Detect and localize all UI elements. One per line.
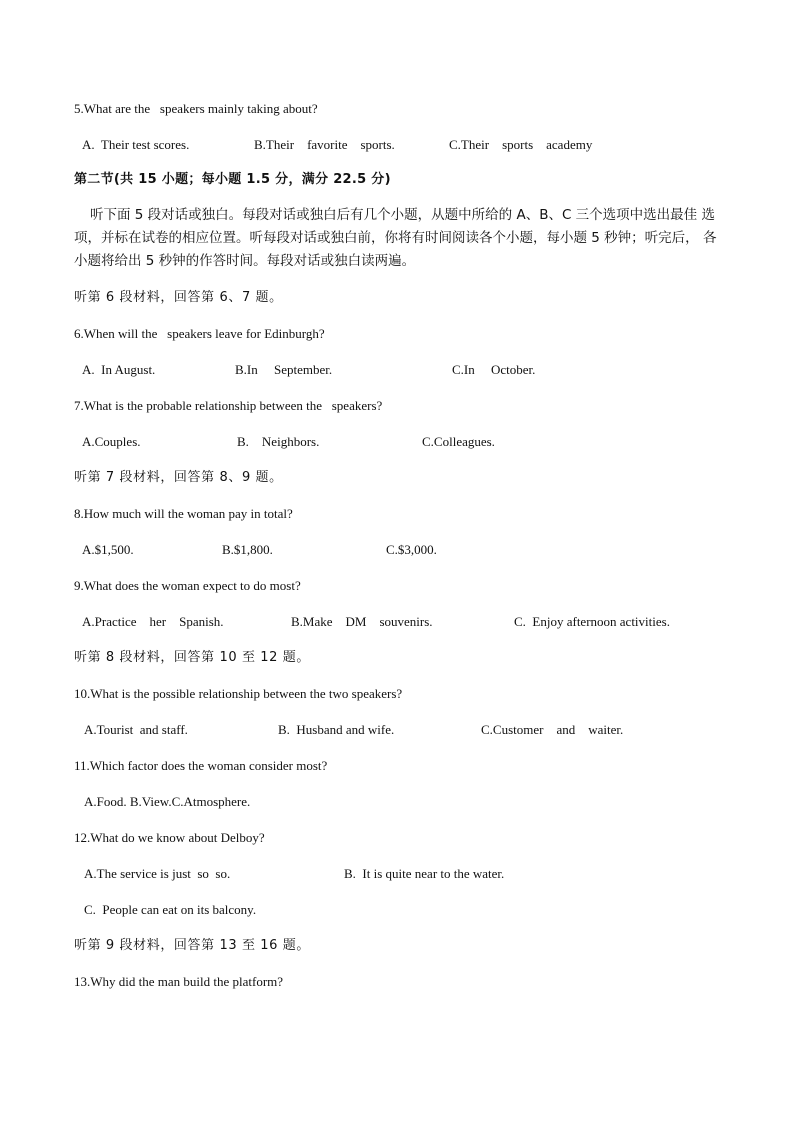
- material-6-label: 听第 6 段材料，回答第 6、7 题。: [74, 290, 283, 305]
- q6-option-b: B.In September.: [235, 362, 333, 377]
- material-9-label: 听第 9 段材料，回答第 13 至 16 题。: [74, 938, 310, 953]
- q5-option-c: C.Their sports academy: [449, 137, 593, 152]
- q5-option-b: B.Their favorite sports.: [254, 137, 395, 152]
- question-8: 8.How much will the woman pay in total?: [74, 506, 293, 521]
- q11-options: A.Food. B.View.C.Atmosphere.: [84, 794, 251, 809]
- question-7: 7.What is the probable relationship between the speakers?: [74, 398, 383, 413]
- q7-option-c: C.Colleagues.: [422, 434, 495, 449]
- section-heading: 第二节(共 15 小题；每小题 1.5 分，满分 22.5 分): [74, 172, 391, 187]
- q5-option-a: A. Their test scores.: [82, 137, 190, 152]
- question-13: 13.Why did the man build the platform?: [74, 974, 284, 989]
- q12-option-b: B. It is quite near to the water.: [344, 866, 505, 881]
- q8-option-a: A.$1,500.: [82, 542, 134, 557]
- q9-option-a: A.Practice her Spanish.: [82, 614, 224, 629]
- q7-option-a: A.Couples.: [82, 434, 141, 449]
- q9-option-b: B.Make DM souvenirs.: [291, 614, 433, 629]
- q10-option-c: C.Customer and waiter.: [481, 722, 624, 737]
- question-10: 10.What is the possible relationship between the two speakers?: [74, 686, 403, 701]
- q8-option-c: C.$3,000.: [386, 542, 437, 557]
- question-12: 12.What do we know about Delboy?: [74, 830, 265, 845]
- question-11: 11.Which factor does the woman consider most?: [74, 758, 328, 773]
- material-7-label: 听第 7 段材料，回答第 8、9 题。: [74, 470, 283, 485]
- q6-option-a: A. In August.: [82, 362, 156, 377]
- question-9: 9.What does the woman expect to do most?: [74, 578, 301, 593]
- q10-option-a: A.Tourist and staff.: [84, 722, 188, 737]
- q12-option-a: A.The service is just so so.: [84, 866, 231, 881]
- q7-option-b: B. Neighbors.: [237, 434, 320, 449]
- question-6: 6.When will the speakers leave for Edinburgh?: [74, 326, 325, 341]
- question-5: 5.What are the speakers mainly taking about?: [74, 101, 318, 116]
- q10-option-b: B. Husband and wife.: [278, 722, 395, 737]
- q8-option-b: B.$1,800.: [222, 542, 273, 557]
- section-instructions: 听下面 5 段对话或独白。每段对话或独白后有几个小题，从题中所给的 A、B、C 三个选项中选出最佳 选项，并标在试卷的相应位置。听每段对话或独白前，你将有时间阅读各个小题，每小题 5 秒钟；听完后， 各小题将给出 5 秒钟的作答时间。每段对话或独白读两遍。: [74, 207, 717, 269]
- q9-option-c: C. Enjoy afternoon activities.: [514, 614, 670, 629]
- q6-option-c: C.In October.: [452, 362, 536, 377]
- q12-option-c: C. People can eat on its balcony.: [84, 902, 257, 917]
- material-8-label: 听第 8 段材料，回答第 10 至 12 题。: [74, 650, 310, 665]
